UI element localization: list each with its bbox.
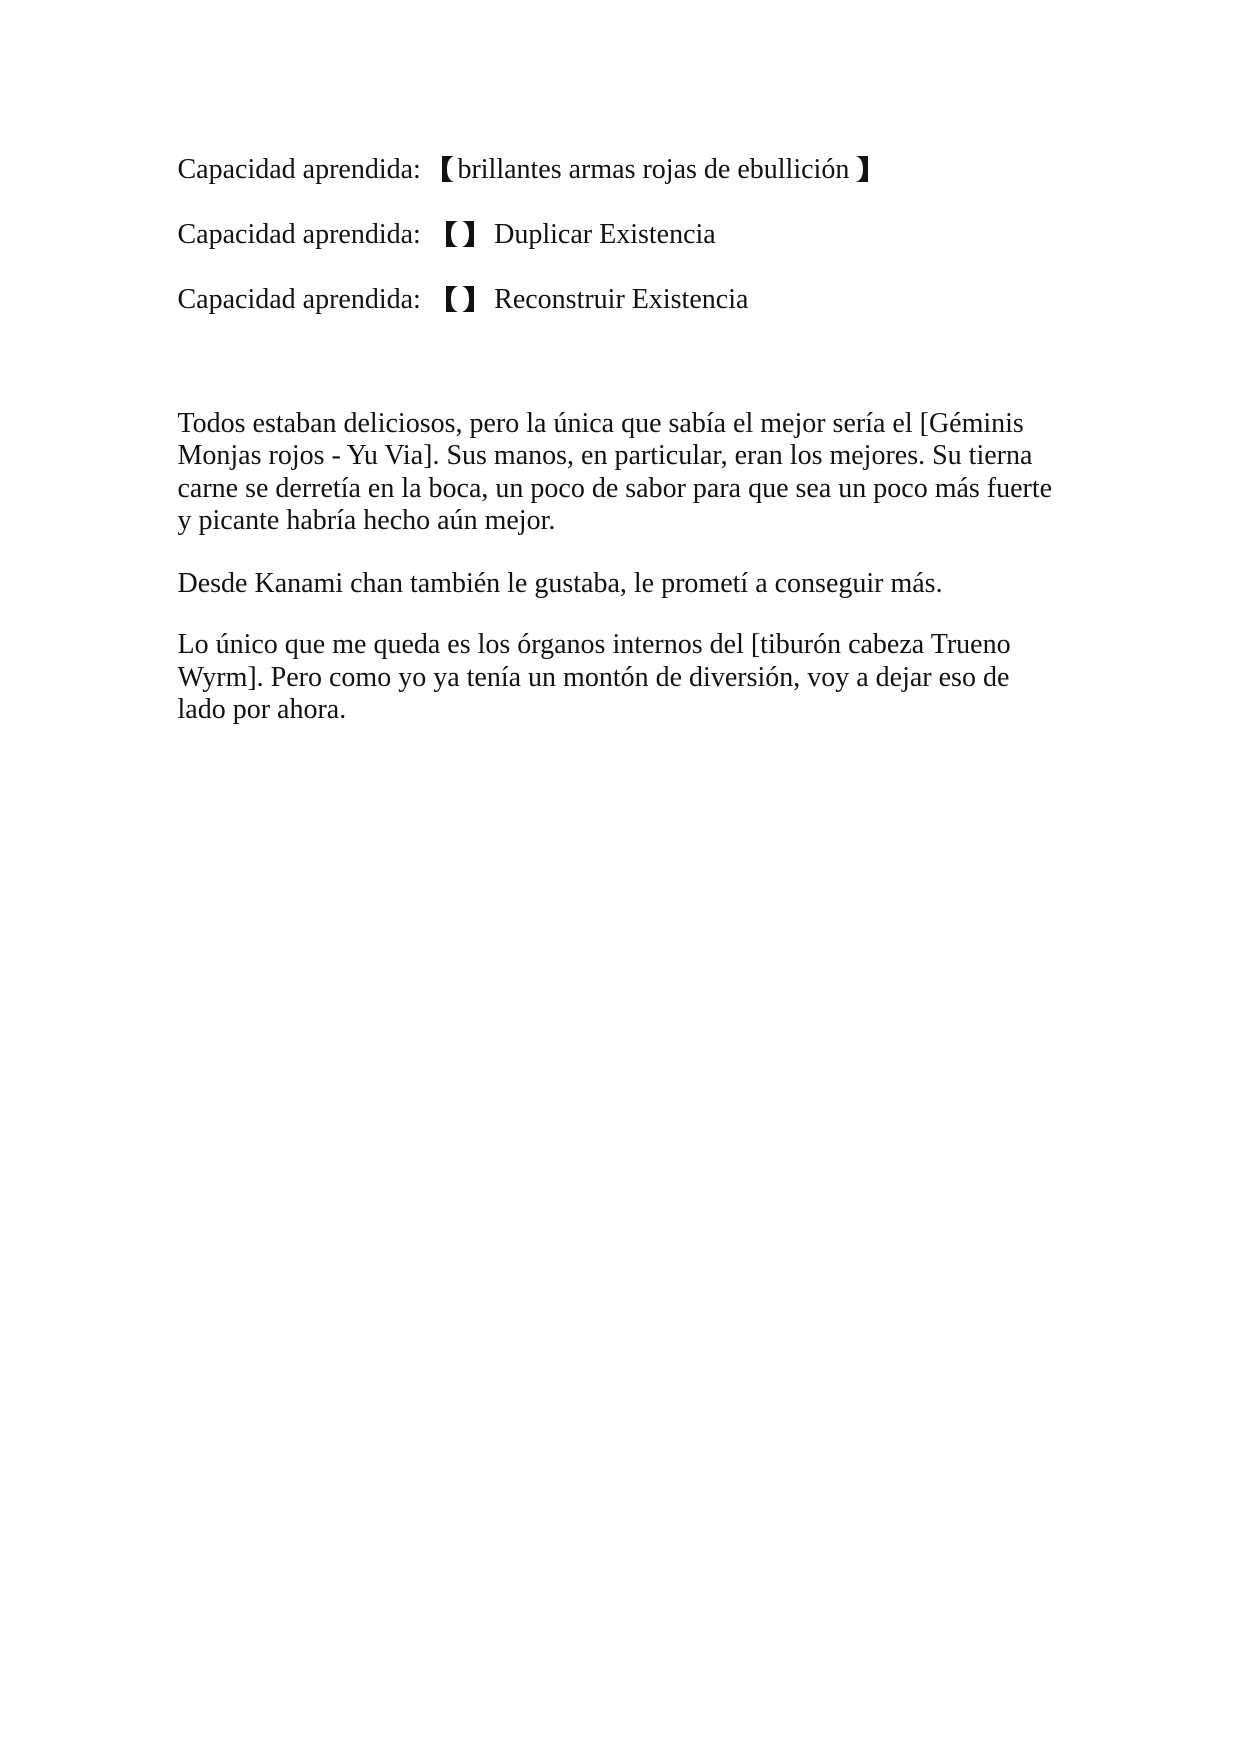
paragraph-line: lado por ahora.: [177, 693, 347, 725]
left-lenticular-bracket: [442, 156, 454, 182]
learned-ability-line: [178, 217, 716, 251]
learned-ability-line: [178, 282, 749, 316]
left-lenticular-bracket: [446, 221, 458, 247]
ability-name: brillantes armas rojas de ebullición: [457, 153, 850, 185]
right-lenticular-bracket: [462, 286, 474, 312]
left-lenticular-bracket: [446, 286, 458, 312]
right-lenticular-bracket: [856, 156, 868, 182]
ability-label: Capacidad aprendida:: [177, 218, 421, 250]
paragraph-line: carne se derretía en la boca, un poco de sabor para que sea un poco más fuerte: [177, 472, 1053, 504]
learned-ability-line: [178, 152, 868, 186]
body-paragraph: [178, 408, 1053, 537]
paragraph-line: Todos estaban deliciosos, pero la única que sabía el mejor sería el [Géminis: [177, 408, 1024, 440]
body-paragraph: [178, 568, 943, 600]
ability-name: Reconstruir Existencia: [494, 283, 749, 315]
paragraph-line: Monjas rojos - Yu Via]. Sus manos, en particular, eran los mejores. Su tierna: [177, 440, 1033, 472]
paragraph-line: Desde Kanami chan también le gustaba, le prometí a conseguir más.: [177, 567, 943, 599]
paragraph-line: Wyrm]. Pero como yo ya tenía un montón de diversión, voy a dejar eso de: [177, 661, 1010, 693]
ability-label: Capacidad aprendida:: [177, 153, 421, 185]
right-lenticular-bracket: [462, 221, 474, 247]
paragraph-line: Lo único que me queda es los órganos internos del [tiburón cabeza Trueno: [177, 629, 1011, 661]
paragraph-line: y picante habría hecho aún mejor.: [177, 504, 556, 536]
ability-label: Capacidad aprendida:: [177, 283, 421, 315]
ability-name: Duplicar Existencia: [494, 218, 716, 250]
body-paragraph: [178, 629, 1011, 726]
